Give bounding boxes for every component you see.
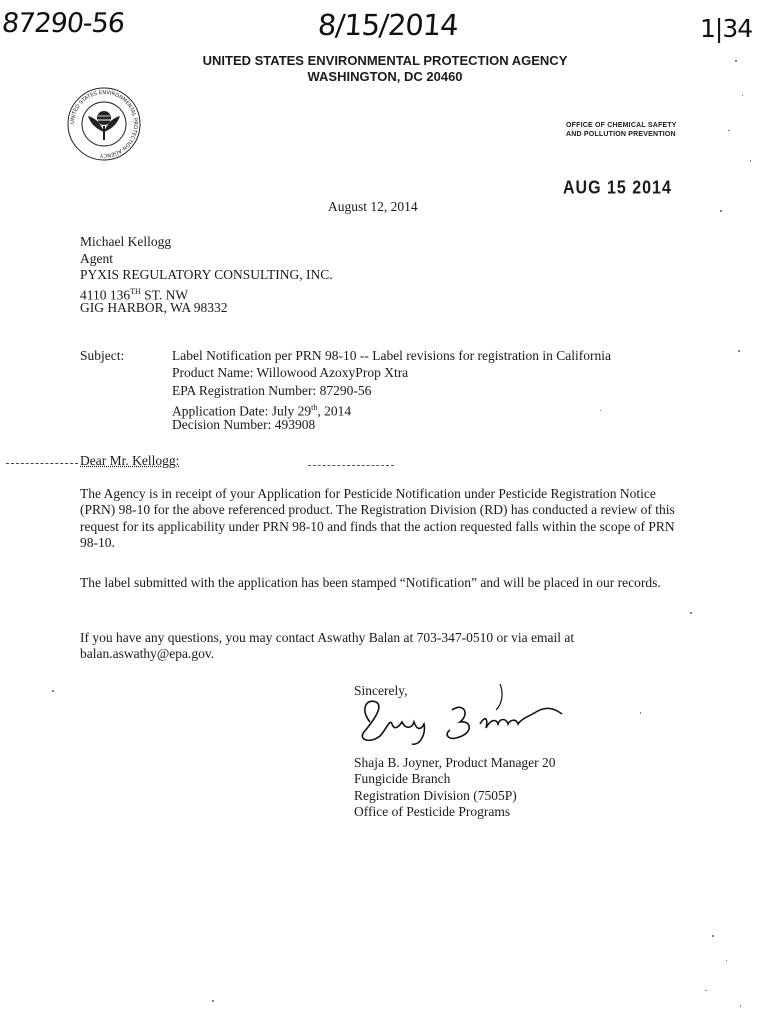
- agency-name: UNITED STATES ENVIRONMENTAL PROTECTION AGENCY: [202, 53, 568, 68]
- subject-registration-number: EPA Registration Number: 87290-56: [172, 382, 372, 398]
- street-number: 4110 136: [80, 287, 131, 302]
- speck: [735, 60, 737, 62]
- speck: [728, 130, 730, 131]
- recipient-city: GIG HARBOR, WA 98332: [80, 300, 228, 315]
- subject-label: Subject:: [80, 348, 125, 363]
- handwritten-date: 8/15/2014: [316, 8, 459, 42]
- signer-branch: Fungicide Branch: [354, 771, 451, 787]
- speck: [738, 350, 740, 352]
- handwritten-file-number: 87290-56: [0, 8, 126, 39]
- speck: [742, 95, 743, 96]
- letter-date: August 12, 2014: [328, 199, 418, 214]
- closing-sincerely: Sincerely,: [354, 683, 408, 698]
- speck: [52, 690, 54, 692]
- speck: [600, 410, 601, 411]
- dashed-mark-right: [308, 465, 394, 466]
- subject-lines: [172, 348, 611, 434]
- street-rest: ST. NW: [140, 287, 189, 302]
- recipient-title: Agent: [80, 250, 113, 266]
- signer-division: Registration Division (7505P): [354, 787, 517, 803]
- office-line-2: AND POLLUTION PREVENTION: [566, 131, 676, 138]
- signer-office: Office of Pesticide Programs: [354, 803, 511, 819]
- recipient-company: PYXIS REGULATORY CONSULTING, INC.: [80, 267, 333, 282]
- recipient-street: [80, 284, 333, 301]
- seal-ring-text: UNITED STATES ENVIRONMENTAL PROTECTION AGENCY: [69, 89, 139, 159]
- subject-product-name: Product Name: Willowood AzoxyProp Xtra: [172, 365, 409, 381]
- speck: [726, 960, 727, 961]
- received-stamp: AUG 15 2014: [563, 178, 672, 199]
- agency-city: WASHINGTON, DC 20460: [307, 69, 463, 84]
- signer-name: Shaja B. Joyner, Product Manager 20: [354, 755, 556, 770]
- speck: [690, 612, 692, 614]
- street-suffix: TH: [130, 286, 141, 296]
- subject-application-date: [172, 400, 611, 417]
- handwritten-signature: [340, 680, 580, 760]
- subject-line-1: Label Notification per PRN 98-10 -- Label revisions for registration in California: [172, 348, 612, 363]
- salutation: Dear Mr. Kellogg:: [80, 453, 180, 468]
- speck: [212, 1000, 214, 1002]
- recipient-address: [80, 234, 333, 317]
- speck: [640, 712, 641, 714]
- body-paragraph-3: If you have any questions, you may contact Aswathy Balan at 703-347-0510 or via email at balan.aswathy@epa.gov.: [80, 630, 575, 662]
- speck: [705, 990, 707, 991]
- speck: [712, 935, 714, 937]
- application-date-prefix: Application Date: July 29: [172, 403, 312, 419]
- speck: [750, 160, 751, 162]
- speck: [740, 1005, 741, 1007]
- application-date-sup: th: [311, 402, 318, 412]
- body-paragraph-1: The Agency is in receipt of your Application for Pesticide Notification under Pesticide Registration Notice (PRN) 98-10 for the above referenced product. The Registration Division (RD) has conducted a review of this request for its applicability under PRN 98-10 and finds that the action requested falls within the scope of PRN 98-10.: [80, 486, 675, 550]
- recipient-name: Michael Kellogg: [80, 234, 172, 249]
- speck: [720, 210, 722, 212]
- subject-decision-number: Decision Number: 493908: [172, 417, 316, 433]
- epa-seal-icon: [64, 84, 144, 164]
- body-paragraph-2: The label submitted with the application has been stamped “Notification” and will be placed in our records.: [80, 575, 661, 590]
- office-line-1: OFFICE OF CHEMICAL SAFETY: [566, 122, 677, 129]
- handwritten-page-number: 1|34: [700, 14, 753, 43]
- dashed-mark-left: [6, 463, 78, 464]
- signature-block: [354, 755, 556, 820]
- application-date-suffix: , 2014: [317, 403, 352, 419]
